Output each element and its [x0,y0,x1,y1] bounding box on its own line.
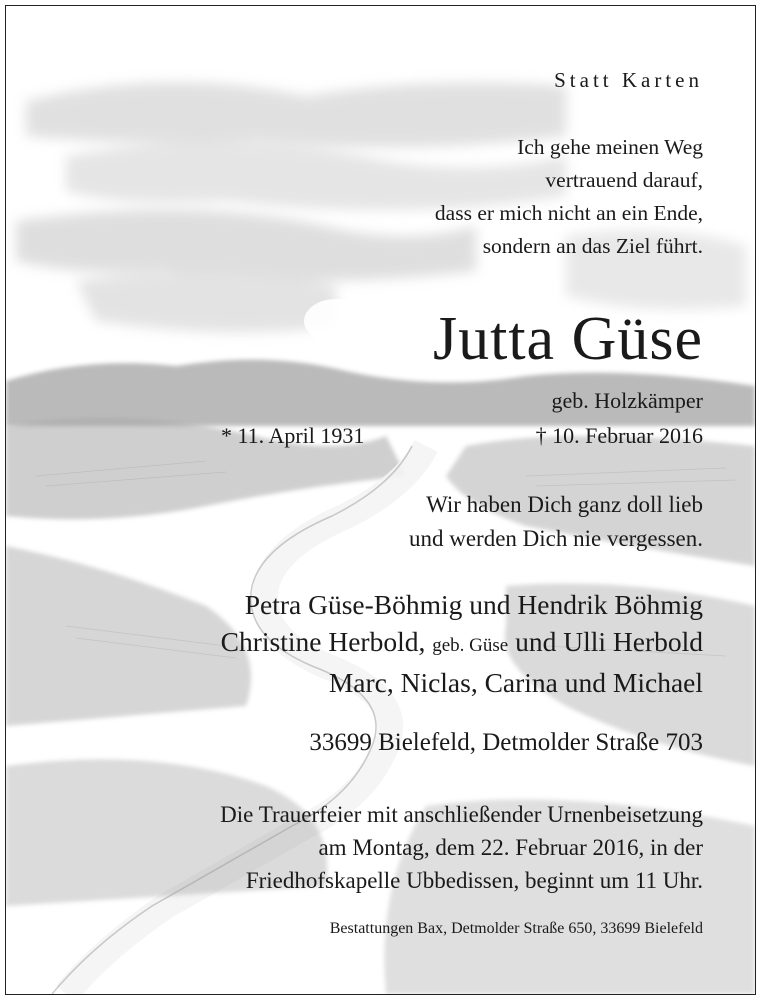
verse-line: dass er mich nicht an ein Ende, [434,201,703,225]
message-line: Wir haben Dich ganz doll lieb [426,492,703,517]
ceremony-line: Die Trauerfeier mit anschließender Urnenbeisetzung [220,802,703,827]
family-name: Christine Herbold, [220,626,426,657]
family-signatures [221,586,703,701]
family-line: Marc, Niclas, Carina und Michael [328,667,703,698]
verse-line: vertrauend darauf, [545,168,703,192]
obituary-card [5,5,756,995]
heading-statt-karten: Statt Karten [554,68,703,92]
verse [435,131,703,263]
maiden-name: geb. Holzkämper [551,388,703,413]
birth-date: * 11. April 1931 [221,423,365,448]
message-line: und werden Dich nie vergessen. [408,526,703,551]
family-maiden-name: geb. Güse [432,635,509,656]
verse-line: Ich gehe meinen Weg [517,135,703,159]
undertaker-info: Bestattungen Bax, Detmolder Straße 650, 33699 Bielefeld [329,920,703,937]
ceremony-line: am Montag, dem 22. Februar 2016, in der [318,835,703,860]
verse-line: sondern an das Ziel führt. [482,234,703,258]
family-line [221,623,703,664]
death-date: † 10. Februar 2016 [535,423,703,448]
address: 33699 Bielefeld, Detmolder Straße 703 [309,729,703,756]
family-name-rest: und Ulli Herbold [515,626,703,657]
family-line: Petra Güse-Böhmig und Hendrik Böhmig [244,589,703,620]
ceremony-line: Friedhofskapelle Ubbedissen, beginnt um 11 Uhr. [245,868,703,893]
family-message [409,488,703,556]
deceased-name: Jutta Güse [432,305,703,373]
ceremony-info [220,798,703,897]
